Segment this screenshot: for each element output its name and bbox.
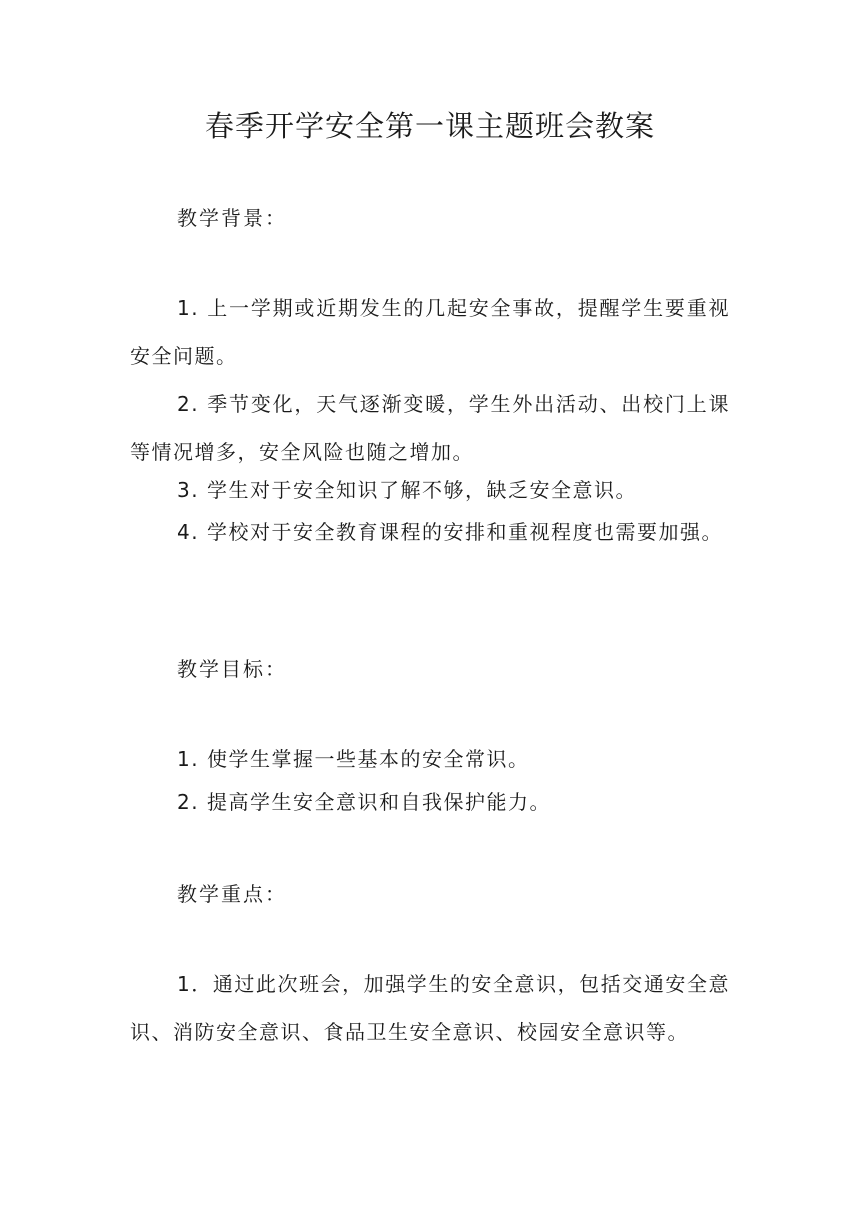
background-item-2: 2. 季节变化，天气逐渐变暖，学生外出活动、出校门上课等情况增多，安全风险也随之增加。	[130, 392, 730, 464]
section-heading-key-points: 教学重点：	[177, 882, 287, 906]
section-heading-objectives: 教学目标：	[177, 657, 287, 681]
background-item-1: 1. 上一学期或近期发生的几起安全事故，提醒学生要重视安全问题。	[130, 296, 730, 368]
objective-item-1: 1. 使学生掌握一些基本的安全常识。	[177, 747, 530, 771]
background-item-4: 4. 学校对于安全教育课程的安排和重视程度也需要加强。	[177, 520, 723, 544]
objective-item-2: 2. 提高学生安全意识和自我保护能力。	[177, 790, 551, 814]
document-title: 春季开学安全第一课主题班会教案	[204, 109, 655, 143]
key-point-item-1: 1．通过此次班会，加强学生的安全意识，包括交通安全意识、消防安全意识、食品卫生安全意识、校园安全意识等。	[130, 972, 730, 1044]
background-item-3: 3. 学生对于安全知识了解不够，缺乏安全意识。	[177, 478, 637, 502]
section-heading-background: 教学背景：	[177, 206, 287, 230]
